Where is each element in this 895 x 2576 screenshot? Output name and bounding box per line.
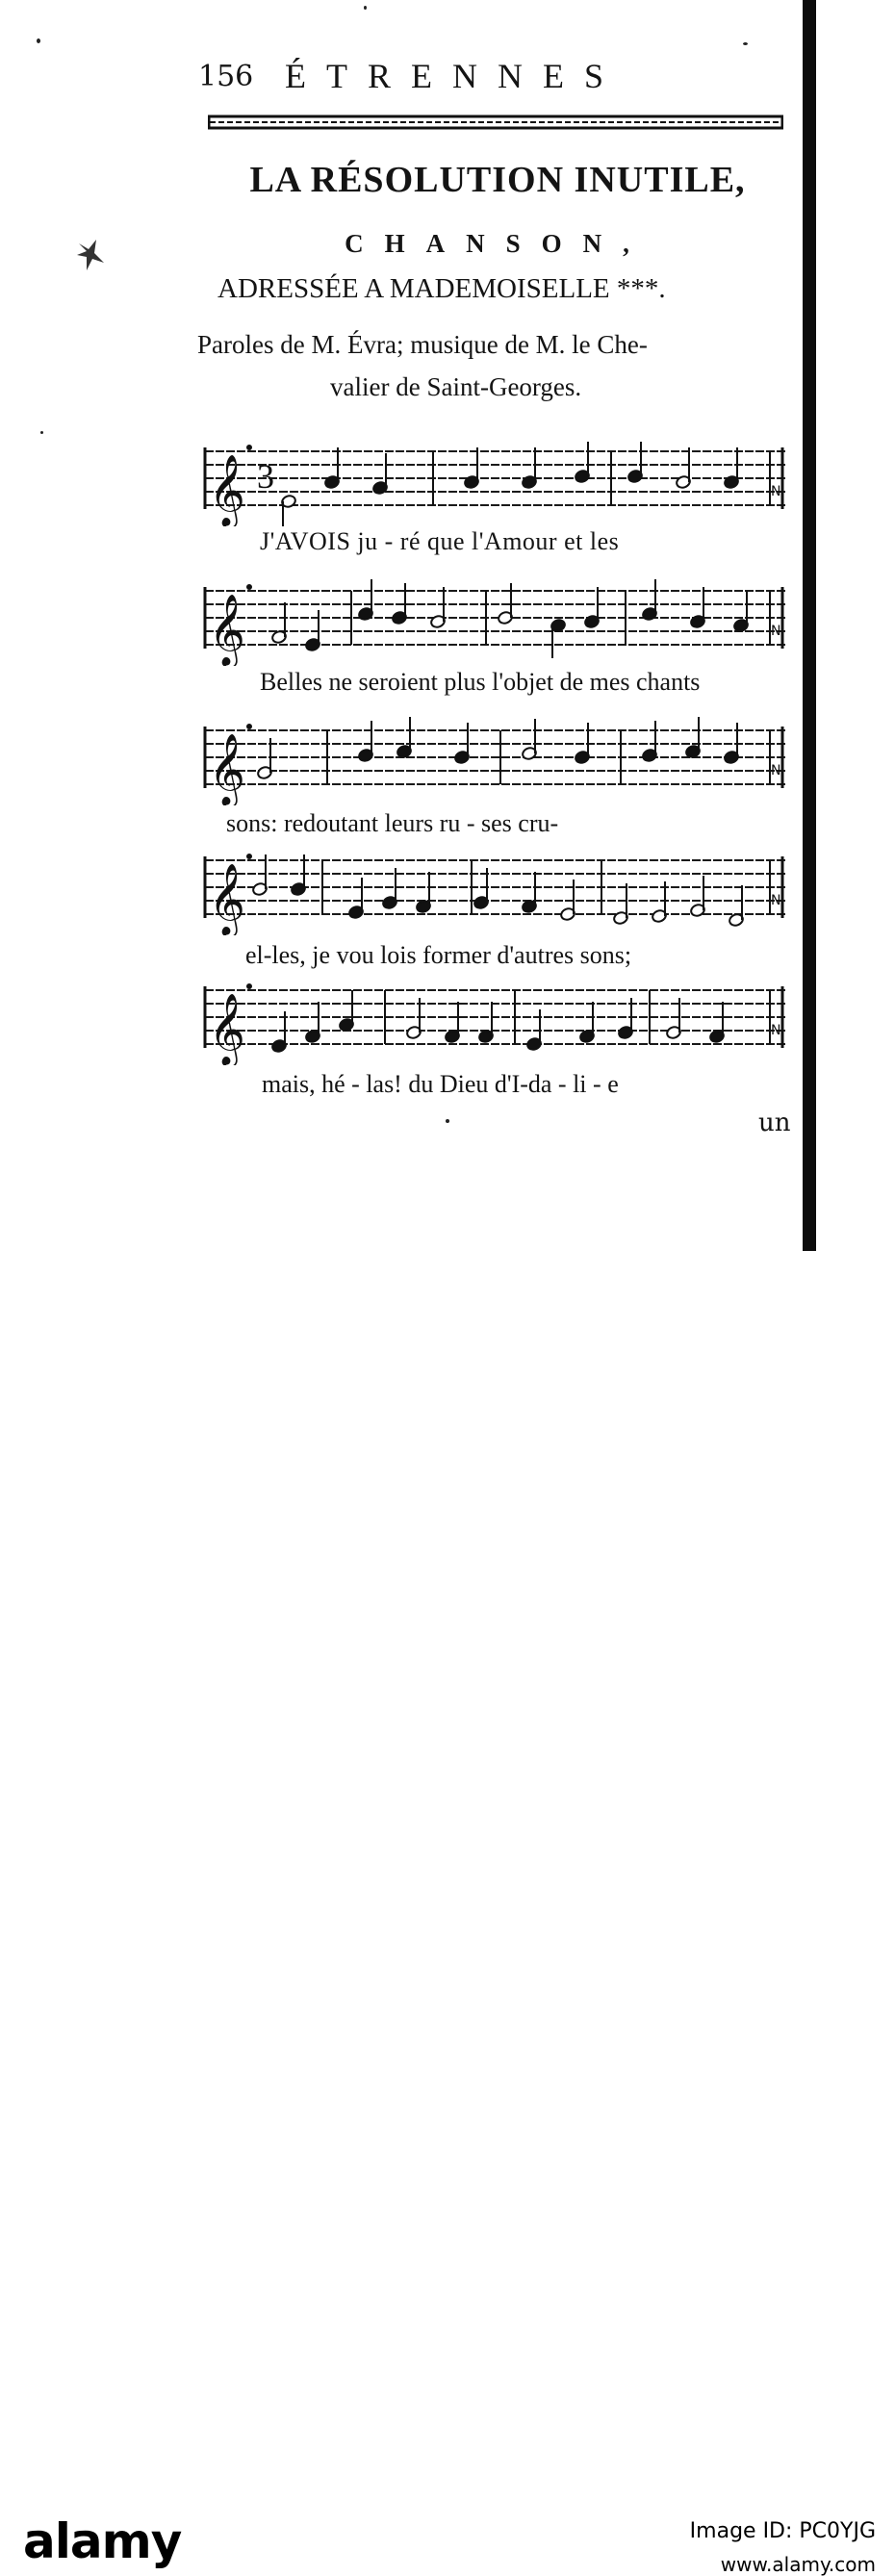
lyric-line-3: sons: redoutant leurs ru - ses cru- (226, 809, 559, 837)
watermark-image-id: Image ID: PC0YJG (689, 2519, 876, 2543)
key-sharp-icon (246, 584, 252, 590)
time-signature: 3 (257, 457, 274, 496)
credits-line-2: valier de Saint-Georges. (330, 372, 582, 401)
key-sharp-icon (246, 445, 252, 450)
guide-mark-icon: N (771, 484, 781, 499)
ornamental-rule (208, 114, 783, 131)
guide-mark-icon: N (771, 1023, 781, 1038)
dedication: ADRESSÉE A MADEMOISELLE ***. (217, 273, 666, 304)
lyric-line-4: el-les, je vou lois former d'autres sons; (245, 941, 632, 969)
lyric-line-1: J'AVOIS ju - ré que l'Amour et les (260, 527, 620, 555)
music-staff-4 (197, 847, 794, 935)
guide-mark-icon: N (771, 624, 781, 639)
treble-clef-icon: 𝄞 (209, 734, 245, 805)
lyric-line-5: mais, hé - las! du Dieu d'I-da - li - e (262, 1070, 619, 1098)
ink-speck (446, 1119, 449, 1123)
music-staff-1 (197, 438, 794, 526)
book-page (0, 0, 895, 1251)
music-staff-5 (197, 977, 794, 1065)
guide-mark-icon: N (771, 763, 781, 778)
song-genre: CHANSON, (345, 229, 651, 258)
ink-speck (364, 6, 367, 10)
page-number: 156 (198, 60, 254, 93)
credits-line-1: Paroles de M. Évra; musique de M. le Che- (197, 330, 648, 359)
ink-speck (40, 431, 43, 434)
treble-clef-icon: 𝄞 (209, 864, 245, 935)
treble-clef-icon: 𝄞 (209, 455, 245, 526)
catchword: un (758, 1109, 791, 1137)
music-staff-2 (197, 577, 794, 666)
watermark-brand: alamy (23, 2513, 182, 2569)
treble-clef-icon: 𝄞 (209, 994, 245, 1065)
ink-speck (743, 42, 748, 45)
watermark-site: www.alamy.com (720, 2553, 876, 2576)
lyric-line-2: Belles ne seroient plus l'objet de mes chants (260, 668, 701, 696)
watermark-band (0, 1251, 895, 2576)
guide-mark-icon: N (771, 893, 781, 908)
song-title: LA RÉSOLUTION INUTILE, (249, 160, 746, 200)
key-sharp-icon (246, 724, 252, 729)
key-sharp-icon (246, 983, 252, 989)
key-sharp-icon (246, 854, 252, 859)
music-staff-3 (197, 717, 794, 805)
running-head: ÉTRENNES (285, 57, 624, 95)
ink-speck (37, 38, 40, 43)
treble-clef-icon: 𝄞 (209, 595, 245, 666)
